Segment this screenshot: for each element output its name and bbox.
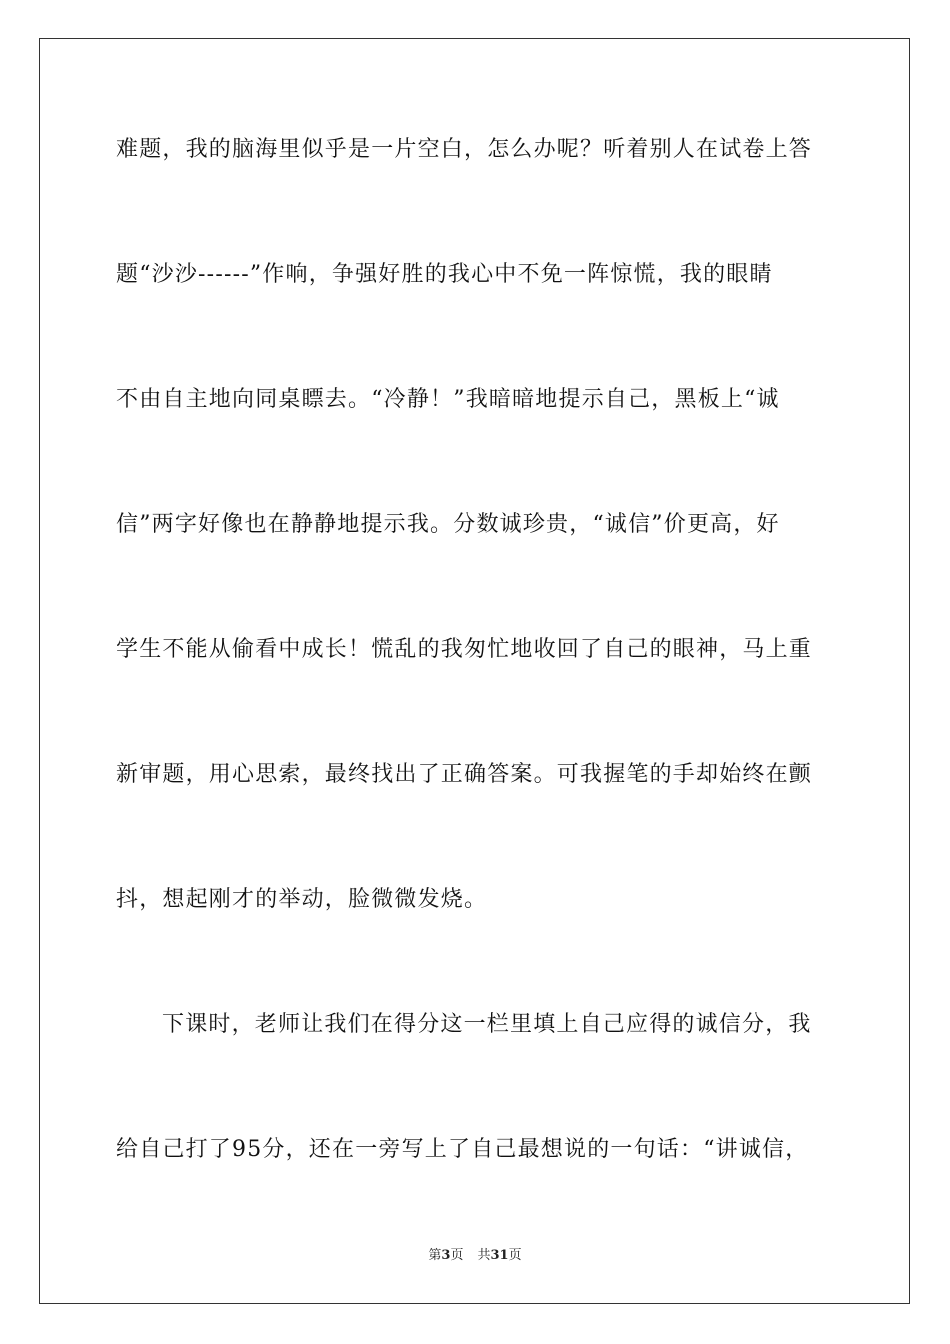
text-line-3: 不由自主地向同桌瞟去。“冷静！”我暗暗地提示自己，黑板上“诚 [116,387,780,412]
text-line-1: 难题，我的脑海里似乎是一片空白，怎么办呢？听着别人在试卷上答 [116,137,813,162]
text-line-6: 新审题，用心思索，最终找出了正确答案。可我握笔的手却始终在颤 [116,762,813,787]
text-line-4: 信”两字好像也在静静地提示我。分数诚珍贵，“诚信”价更高，好 [116,512,780,537]
text-line-9: 给自己打了95分，还在一旁写上了自己最想说的一句话：“讲诚信， [116,1137,809,1162]
total-prefix: 共 [477,1248,491,1263]
total-pages: 31 [490,1248,509,1263]
total-suffix: 页 [508,1248,522,1263]
text-line-7: 抖，想起刚才的举动，脸微微发烧。 [116,887,488,912]
text-line-2: 题“沙沙------”作响，争强好胜的我心中不免一阵惊慌，我的眼睛 [116,262,773,287]
text-line-8-paragraph-start: 下课时，老师让我们在得分这一栏里填上自己应得的诚信分，我 [162,1012,812,1037]
page-suffix: 页 [450,1248,464,1263]
text-line-5: 学生不能从偷看中成长！慌乱的我匆忙地收回了自己的眼神，马上重 [116,637,813,662]
page-prefix: 第 [428,1248,442,1263]
page-number: 3 [441,1248,451,1263]
page-border [39,38,910,1304]
page-footer [0,1247,950,1265]
